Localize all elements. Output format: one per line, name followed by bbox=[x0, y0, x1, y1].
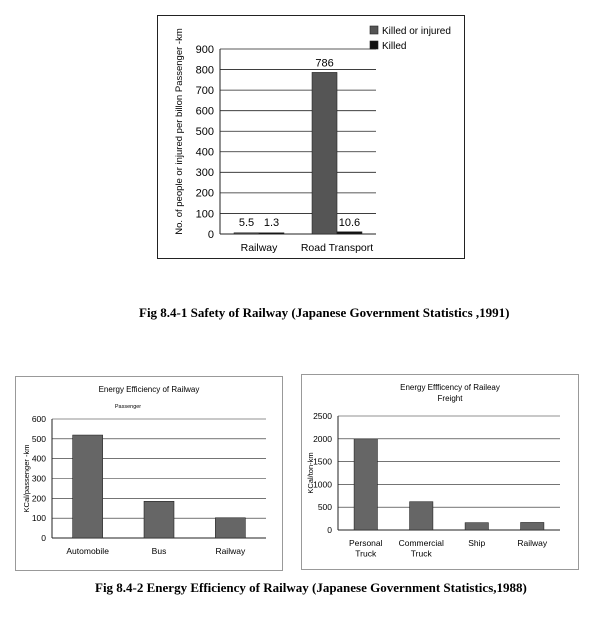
freight-chart-x-tick-label-ship: Ship bbox=[468, 538, 486, 548]
freight-chart-title: Energy Effficency of Raileay bbox=[400, 383, 500, 392]
legend-label-killed-or-injured: Killed or injured bbox=[382, 26, 451, 37]
safety-chart-x-tick-label-railway: Railway bbox=[240, 242, 278, 254]
freight-chart-x-tick-label-personal-truck: Personal Truck bbox=[348, 538, 383, 559]
safety-chart-y-axis-label: No. of people or injured per billon Passenger -km bbox=[174, 28, 185, 235]
passenger-chart-y-tick-label: 400 bbox=[31, 453, 46, 464]
freight-chart-bar-ship bbox=[465, 523, 488, 530]
passenger-energy-chart-panel bbox=[15, 376, 283, 571]
passenger-chart-bar-railway bbox=[215, 518, 245, 538]
freight-energy-chart bbox=[302, 375, 578, 569]
freight-chart-x-tick-label-commercial-truck: Commercial Truck bbox=[398, 538, 444, 559]
passenger-chart-x-tick-label-bus: Bus bbox=[151, 546, 167, 556]
freight-chart-y-axis-label: KCal/ton-km bbox=[306, 452, 315, 494]
figure-caption-safety: Fig 8.4-1 Safety of Railway (Japanese Government Statistics ,1991) bbox=[139, 305, 510, 320]
freight-chart-bar-personal-truck bbox=[354, 439, 377, 530]
freight-chart-y-tick-label: 0 bbox=[327, 524, 332, 535]
safety-chart-data-label-road-transport-killed: 10.6 bbox=[338, 216, 361, 229]
freight-chart-y-tick-label: 500 bbox=[317, 502, 332, 513]
safety-chart-y-tick-label: 200 bbox=[195, 187, 214, 200]
safety-chart-data-label-railway-killed: 1.3 bbox=[263, 217, 280, 229]
safety-chart-panel bbox=[157, 15, 465, 259]
passenger-chart-x-tick-label-automobile: Automobile bbox=[66, 546, 109, 556]
freight-chart-y-ticks bbox=[313, 411, 332, 535]
freight-chart-x-ticks bbox=[349, 538, 548, 559]
passenger-chart-y-ticks bbox=[32, 414, 46, 543]
legend-swatch-killed bbox=[370, 41, 378, 49]
passenger-chart-y-axis-label: KCal/passenger -km bbox=[22, 444, 31, 513]
passenger-chart-y-tick-label: 600 bbox=[31, 413, 46, 424]
passenger-chart-y-tick-label: 0 bbox=[41, 532, 46, 543]
passenger-chart-bar-automobile bbox=[73, 435, 103, 538]
freight-chart-y-tick-label: 2500 bbox=[313, 410, 332, 421]
safety-chart-data-labels bbox=[239, 57, 360, 229]
safety-chart-y-tick-label: 700 bbox=[195, 84, 214, 97]
safety-chart-data-label-railway-killed-or-injured: 5.5 bbox=[238, 217, 255, 229]
safety-chart-y-tick-label: 100 bbox=[195, 208, 214, 221]
safety-chart bbox=[158, 16, 464, 258]
freight-chart-y-tick-label: 1500 bbox=[313, 456, 332, 467]
safety-chart-x-ticks bbox=[241, 242, 374, 254]
safety-chart-y-tick-label: 600 bbox=[195, 105, 214, 118]
passenger-chart-y-tick-label: 300 bbox=[31, 473, 46, 484]
safety-chart-bar-railway-killed-or-injured bbox=[234, 233, 259, 234]
safety-chart-bar-road-transport-killed bbox=[337, 232, 362, 234]
passenger-chart-bars bbox=[73, 435, 246, 538]
safety-chart-y-tick-label: 800 bbox=[195, 64, 214, 77]
passenger-chart-y-tick-label: 100 bbox=[31, 513, 46, 524]
safety-chart-y-tick-label: 300 bbox=[195, 167, 214, 180]
legend-label-killed: Killed bbox=[382, 41, 407, 52]
safety-chart-y-tick-label: 900 bbox=[195, 43, 214, 56]
passenger-chart-title: Energy Efficiency of Railway bbox=[98, 385, 200, 394]
passenger-energy-chart bbox=[16, 377, 282, 570]
freight-chart-x-tick-label-railway: Railway bbox=[517, 538, 548, 548]
safety-chart-bar-railway-killed bbox=[259, 233, 284, 234]
safety-chart-y-tick-label: 400 bbox=[195, 146, 214, 159]
safety-chart-gridlines bbox=[220, 49, 376, 234]
passenger-chart-x-ticks bbox=[66, 546, 246, 556]
passenger-chart-y-tick-label: 500 bbox=[31, 433, 46, 444]
passenger-chart-x-tick-label-railway: Railway bbox=[215, 546, 246, 556]
freight-chart-y-tick-label: 1000 bbox=[313, 479, 332, 490]
freight-chart-subtitle: Freight bbox=[437, 394, 463, 403]
freight-chart-y-tick-label: 2000 bbox=[313, 433, 332, 444]
safety-chart-data-label-road-transport-killed-or-injured: 786 bbox=[315, 57, 334, 70]
safety-chart-y-tick-label: 0 bbox=[207, 228, 214, 241]
passenger-chart-bar-bus bbox=[144, 501, 174, 538]
freight-energy-chart-panel bbox=[301, 374, 579, 570]
safety-chart-legend bbox=[370, 26, 451, 52]
safety-chart-y-tick-label: 500 bbox=[195, 126, 214, 139]
safety-chart-bars bbox=[234, 72, 362, 234]
safety-chart-y-ticks bbox=[196, 44, 214, 241]
safety-chart-x-tick-label-road-transport: Road Transport bbox=[300, 242, 374, 254]
passenger-chart-subtitle: Passenger bbox=[114, 404, 142, 410]
freight-chart-bar-commercial-truck bbox=[410, 502, 433, 530]
passenger-chart-y-tick-label: 200 bbox=[31, 493, 46, 504]
figure-caption-energy: Fig 8.4-2 Energy Efficiency of Railway (Japanese Government Statistics,1988) bbox=[95, 580, 527, 595]
safety-chart-bar-road-transport-killed-or-injured bbox=[312, 72, 337, 234]
freight-chart-bar-railway bbox=[521, 522, 544, 530]
legend-swatch-killed-or-injured bbox=[370, 26, 378, 34]
